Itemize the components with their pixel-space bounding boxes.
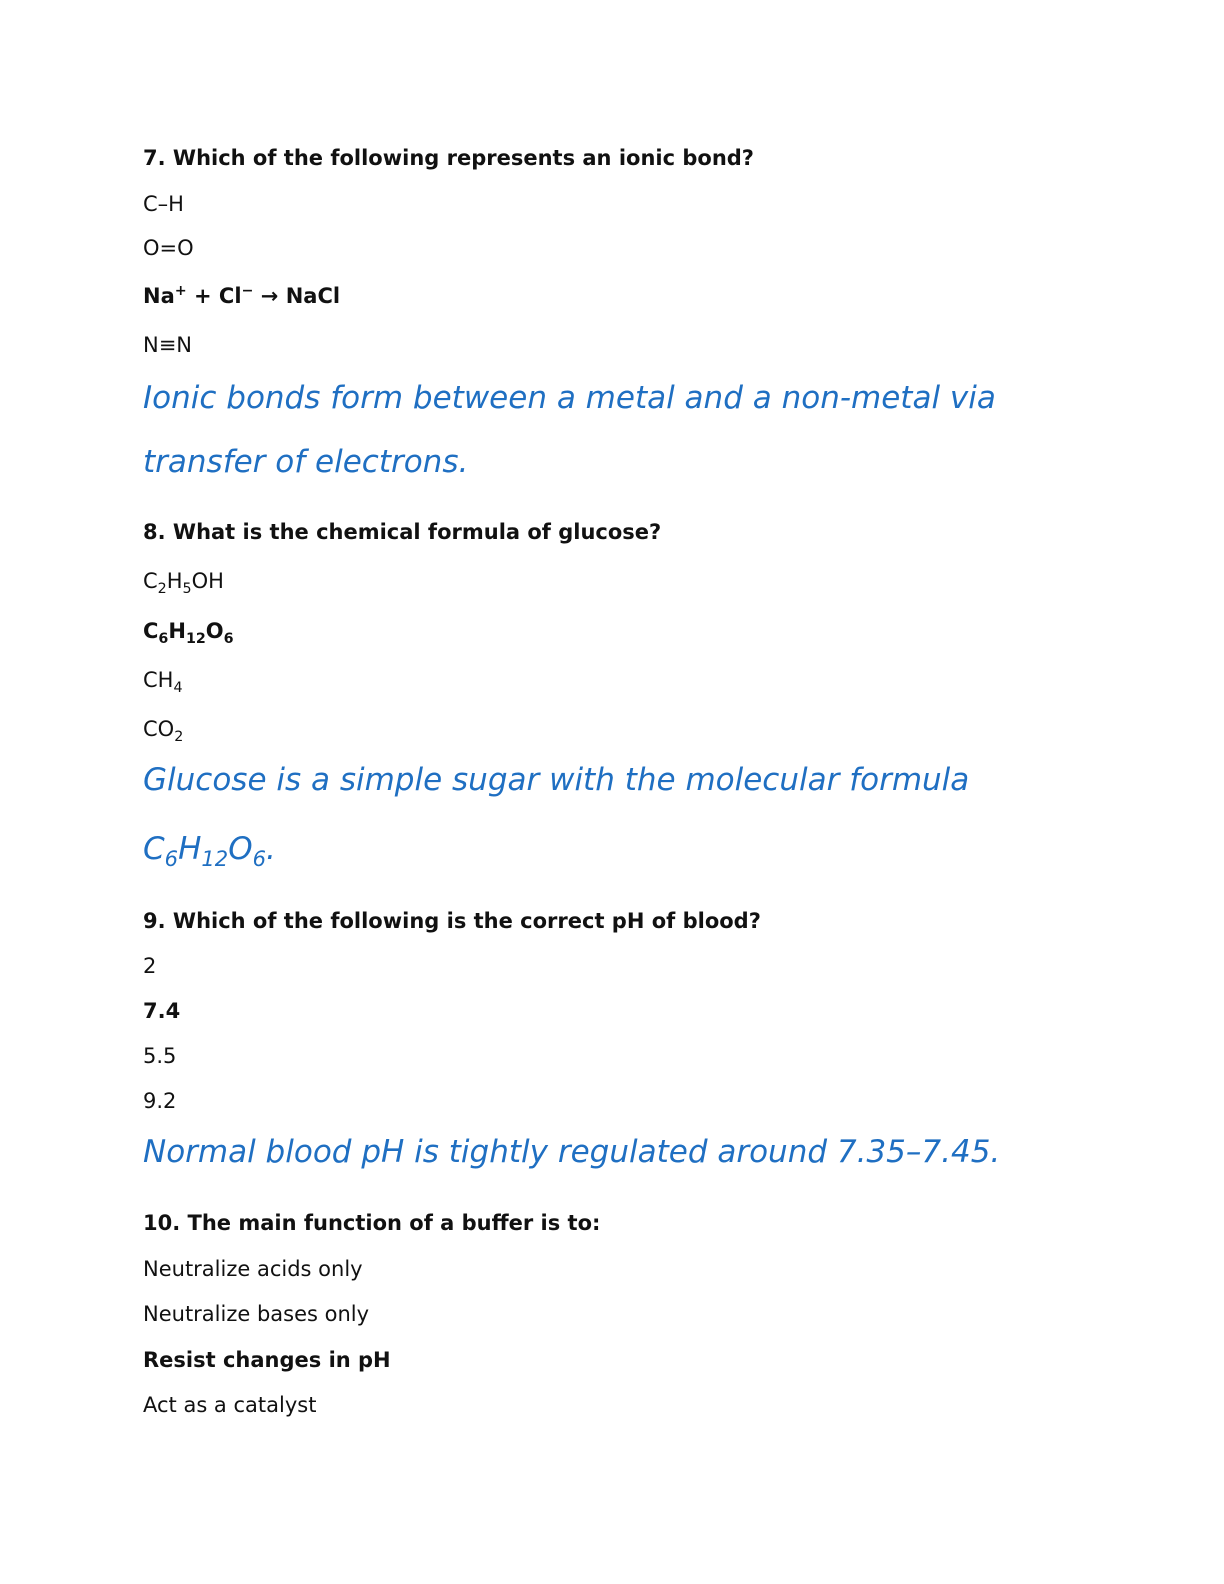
question-8-prompt: 8. What is the chemical formula of glucose? [143, 520, 662, 544]
formula-subscript: 6 [223, 631, 234, 648]
formula-part: O [205, 619, 224, 643]
question-8-explanation-line-2 [143, 831, 276, 872]
formula-part: C [143, 619, 159, 643]
question-9-option-c: 5.5 [143, 1044, 177, 1068]
question-9-option-a: 2 [143, 954, 157, 978]
formula-part: C [143, 831, 165, 867]
question-10-prompt: 10. The main function of a buffer is to: [143, 1211, 601, 1235]
question-9-option-d: 9.2 [143, 1089, 177, 1113]
formula-part: C [143, 569, 158, 593]
formula-superscript: + [174, 283, 187, 299]
formula-subscript: 2 [174, 729, 184, 746]
question-8-option-d [143, 717, 184, 746]
question-7-option-b: O=O [143, 236, 194, 260]
question-7-option-a: C–H [143, 192, 184, 216]
formula-part: H [168, 619, 186, 643]
question-7-option-c [143, 283, 341, 308]
question-8-explanation-line-1: Glucose is a simple sugar with the molecular formula [143, 762, 970, 798]
formula-subscript: 5 [182, 581, 192, 598]
question-8-option-c [143, 668, 183, 697]
formula-part: CH [143, 668, 174, 692]
question-10-option-a: Neutralize acids only [143, 1257, 363, 1281]
formula-superscript: − [241, 283, 254, 299]
question-9-explanation-line-1: Normal blood pH is tightly regulated around 7.35–7.45. [143, 1134, 1001, 1170]
formula-part: O [228, 831, 253, 867]
formula-subscript: 12 [185, 631, 206, 648]
formula-part: → NaCl [253, 284, 341, 308]
question-7-prompt: 7. Which of the following represents an ionic bond? [143, 146, 754, 170]
formula-subscript: 6 [252, 846, 267, 872]
question-7-explanation-line-1: Ionic bonds form between a metal and a non-metal via [143, 380, 996, 416]
question-7-explanation-line-2: transfer of electrons. [143, 444, 469, 480]
question-7-option-d: N≡N [143, 333, 193, 357]
formula-subscript: 4 [173, 680, 183, 697]
formula-subscript: 2 [157, 581, 167, 598]
formula-part: Na [143, 284, 175, 308]
question-10-option-d: Act as a catalyst [143, 1393, 317, 1417]
question-8-option-b [143, 619, 234, 648]
formula-subscript: 6 [164, 846, 179, 872]
question-10-option-c: Resist changes in pH [143, 1348, 391, 1372]
question-10-option-b: Neutralize bases only [143, 1302, 370, 1326]
question-9-prompt: 9. Which of the following is the correct pH of blood? [143, 909, 761, 933]
question-8-option-a [143, 569, 224, 598]
formula-part: CO [143, 717, 175, 741]
question-9-option-b: 7.4 [143, 999, 181, 1023]
formula-part: OH [191, 569, 224, 593]
formula-part: + Cl [186, 284, 242, 308]
formula-subscript: 12 [201, 846, 229, 872]
formula-part: H [178, 831, 202, 867]
formula-part: . [266, 831, 276, 867]
formula-part: H [166, 569, 183, 593]
formula-subscript: 6 [158, 631, 169, 648]
